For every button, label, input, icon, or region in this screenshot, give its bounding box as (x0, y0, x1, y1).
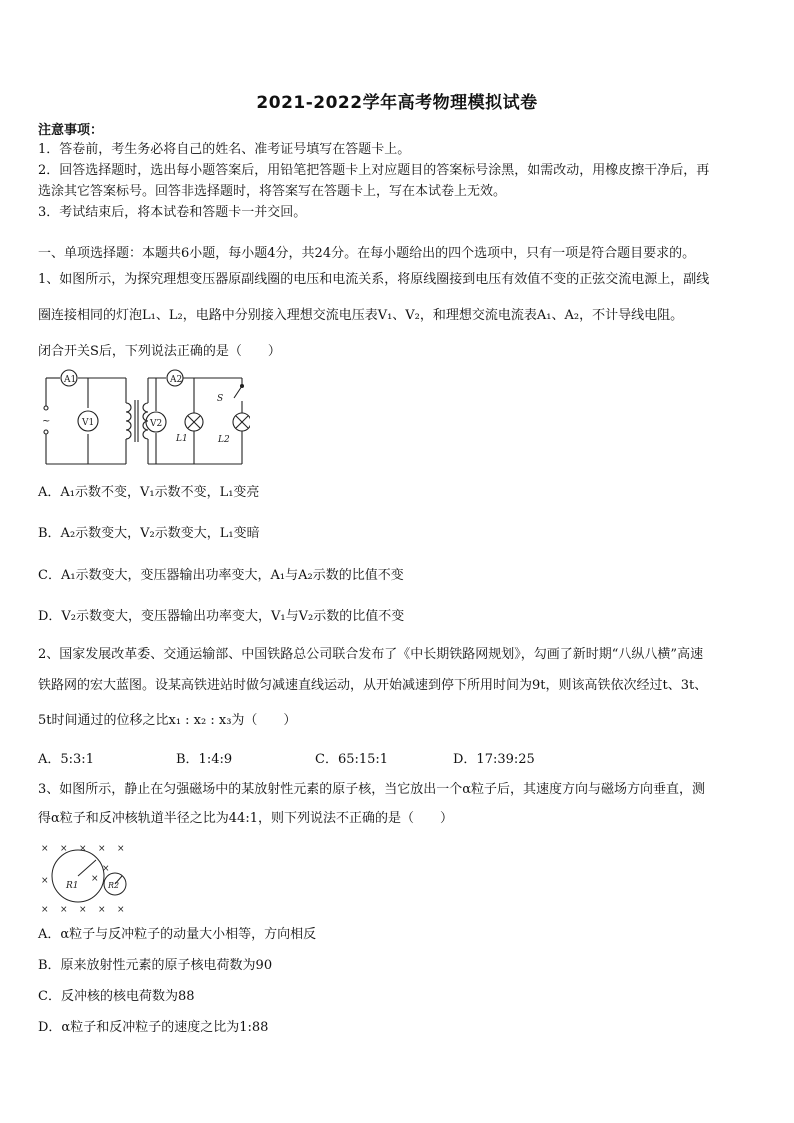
r2-label: R2 (108, 881, 120, 890)
magnetic-field-orbit-diagram (36, 838, 132, 914)
q1-option-b: B．A₂示数变大，V₂示数变大，L₁变暗 (38, 526, 260, 541)
field-mark: × (79, 905, 87, 914)
ammeter-a1-label: A1 (64, 375, 77, 385)
q1-stem-line: 圈连接相同的灯泡L₁、L₂，电路中分别接入理想交流电压表V₁、V₂，和理想交流电流表A₁、A₂，不计导线电阻。 (38, 308, 684, 323)
field-mark: × (60, 844, 68, 854)
notice-heading: 注意事项： (38, 123, 104, 138)
q1-option-c: C．A₁示数变大，变压器输出功率变大，A₁与A₂示数的比值不变 (38, 568, 404, 583)
lamp-l1-label: L1 (176, 434, 188, 444)
q1-stem-line: 1、如图所示，为探究理想变压器原副线圈的电压和电流关系，将原线圈接到电压有效值不变的正弦交流电源上，副线 (38, 272, 710, 287)
notice-item: 2．回答选择题时，选出每小题答案后，用铅笔把答题卡上对应题目的答案标号涂黑，如需改动，用橡皮擦干净后，再 (38, 163, 710, 178)
switch-pivot (241, 385, 244, 388)
notice-item: 选涂其它答案标号。回答非选择题时，将答案写在答题卡上，写在本试卷上无效。 (38, 184, 507, 199)
ammeter-a2-label: A2 (170, 375, 183, 385)
field-mark: × (60, 905, 68, 914)
q1-option-a: A．A₁示数不变，V₁示数不变，L₁变亮 (38, 485, 260, 500)
field-mark: × (102, 864, 110, 874)
transformer-circuit-diagram (36, 368, 250, 468)
q3-stem-line: 3、如图所示，静止在匀强磁场中的某放射性元素的原子核，当它放出一个α粒子后，其速度方向与磁场方向垂直，测 (38, 782, 706, 797)
lamp-l2-label: L2 (218, 435, 230, 445)
field-mark: × (41, 844, 49, 854)
field-mark: × (79, 844, 87, 854)
q1-stem-line: 闭合开关S后，下列说法正确的是（ ） (38, 344, 281, 359)
voltmeter-v2-label: V2 (150, 419, 163, 429)
switch-s (234, 386, 242, 398)
ac-source-symbol: ~ (42, 416, 51, 427)
q2-stem-line: 5t时间通过的位移之比x₁ : x₂ : x₃为（ ） (38, 713, 297, 728)
q3-option-c: C．反冲核的核电荷数为88 (38, 989, 195, 1004)
switch-label: S (217, 394, 224, 404)
q3-option-b: B．原来放射性元素的原子核电荷数为90 (38, 958, 273, 973)
field-mark: × (98, 844, 106, 854)
field-mark: × (117, 844, 125, 854)
terminal (44, 406, 48, 410)
q2-option-a: A．5:3:1 (38, 752, 94, 767)
primary-coil (126, 403, 131, 439)
q2-stem-line: 2、国家发展改革委、交通运输部、中国铁路总公司联合发布了《中长期铁路网规划》，勾画了新时期“八纵八横”高速 (38, 647, 704, 662)
q3-option-a: A．α粒子与反冲粒子的动量大小相等，方向相反 (38, 927, 317, 942)
r1-label: R1 (66, 881, 79, 891)
section-heading: 一、单项选择题：本题共6小题，每小题4分，共24分。在每小题给出的四个选项中，只有一项是符合题目要求的。 (38, 246, 696, 261)
q3-option-d: D．α粒子和反冲粒子的速度之比为1:88 (38, 1020, 269, 1035)
q2-stem-line: 铁路网的宏大蓝图。设某高铁进站时做匀减速直线运动，从开始减速到停下所用时间为9t，则该高铁依次经过t、3t、 (38, 678, 708, 693)
q2-option-c: C．65:15:1 (315, 752, 389, 767)
terminal (44, 430, 48, 434)
field-mark: × (41, 876, 49, 886)
voltmeter-v1-label: V1 (82, 418, 95, 428)
field-mark: × (117, 905, 125, 914)
q3-stem-line: 得α粒子和反冲核轨道半径之比为44:1，则下列说法不正确的是（ ） (38, 811, 453, 826)
field-mark: × (91, 874, 99, 884)
notice-item: 3．考试结束后，将本试卷和答题卡一并交回。 (38, 205, 307, 220)
q2-option-d: D．17:39:25 (453, 752, 535, 767)
page-title: 2021-2022学年高考物理模拟试卷 (256, 93, 538, 113)
notice-item: 1．答卷前，考生务必将自己的姓名、准考证号填写在答题卡上。 (38, 142, 411, 157)
field-mark: × (41, 905, 49, 914)
field-mark: × (98, 905, 106, 914)
q1-option-d: D．V₂示数变大，变压器输出功率变大，V₁与V₂示数的比值不变 (38, 609, 405, 624)
q2-option-b: B．1:4:9 (176, 752, 233, 767)
